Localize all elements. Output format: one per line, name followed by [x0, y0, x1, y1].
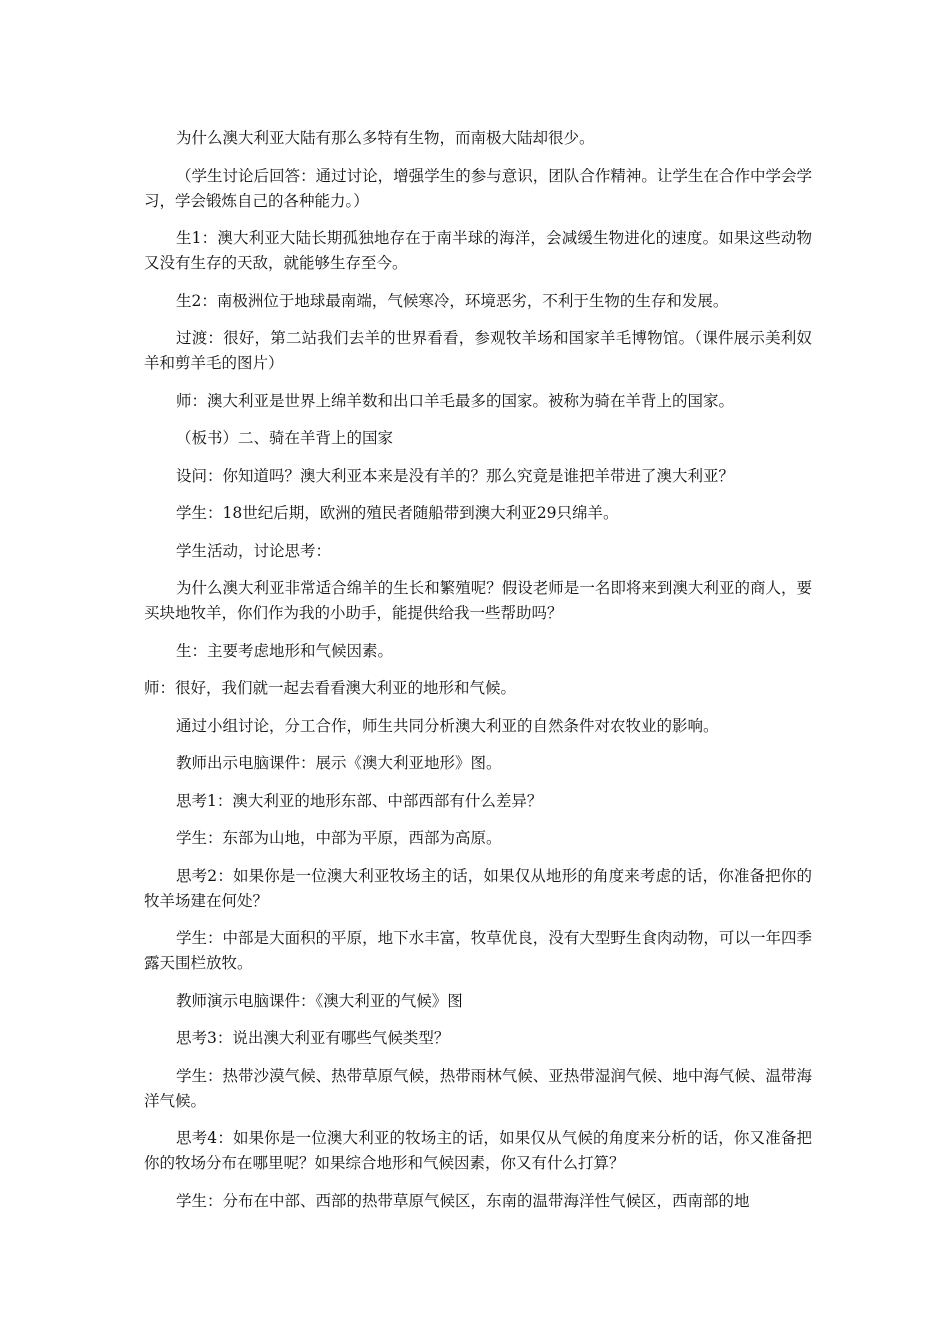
paragraph: 学生：东部为山地，中部为平原，西部为高原。 [176, 829, 502, 847]
paragraph: 通过小组讨论，分工合作，师生共同分析澳大利亚的自然条件对农牧业的影响。 [176, 716, 719, 735]
paragraph: 为什么澳大利亚非常适合绵羊的生长和繁殖呢？假设老师是一名即将来到澳大利亚的商人，要买块地牧羊，你们作为我的小助手，能提供给我一些帮助吗？ [144, 579, 812, 622]
paragraph: 学生：热带沙漠气候、热带草原气候，热带雨林气候、亚热带湿润气候、地中海气候、温带海洋气候。 [144, 1066, 812, 1110]
paragraph: 学生活动，讨论思考： [176, 541, 332, 560]
paragraph: 思考3：说出澳大利亚有哪些气候类型？ [176, 1029, 450, 1047]
paragraph: 设问：你知道吗？澳大利亚本来是没有羊的？那么究竟是谁把羊带进了澳大利亚？ [176, 466, 735, 485]
paragraph: 学生：18世纪后期，欧洲的殖民者随船带到澳大利亚29只绵羊。 [176, 504, 619, 522]
paragraph: 教师演示电脑课件：《澳大利亚的气候》图 [176, 991, 463, 1010]
paragraph: 生2：南极洲位于地球最南端，气候寒冷，环境恶劣，不利于生物的生存和发展。 [176, 291, 729, 310]
paragraph: 学生：分布在中部、西部的热带草原气候区，东南的温带海洋性气候区，西南部的地 [176, 1191, 750, 1210]
paragraph: 教师出示电脑课件：展示《澳大利亚地形》图。 [176, 754, 502, 772]
paragraph: 思考2：如果你是一位澳大利亚牧场主的话，如果仅从地形的角度来考虑的话，你准备把你的牧羊场建在何处？ [144, 866, 812, 910]
paragraph: 师：澳大利亚是世界上绵羊数和出口羊毛最多的国家。被称为骑在羊背上的国家。 [176, 391, 735, 410]
paragraph: 思考4：如果你是一位澳大利亚的牧场主的话，如果仅从气候的角度来分析的话，你又准备把你的牧场分布在哪里呢？如果综合地形和气候因素，你又有什么打算？ [144, 1129, 812, 1172]
paragraph: （学生讨论后回答：通过讨论，增强学生的参与意识，团队合作精神。让学生在合作中学会学习，学会锻炼自己的各种能力。） [144, 166, 812, 210]
paragraph: 过渡：很好，第二站我们去羊的世界看看，参观牧羊场和国家羊毛博物馆。（课件展示美利奴羊和剪羊毛的图片） [144, 329, 812, 372]
paragraph: 学生：中部是大面积的平原，地下水丰富，牧草优良，没有大型野生食肉动物，可以一年四季露天围栏放牧。 [144, 929, 812, 972]
paragraph: 生1：澳大利亚大陆长期孤独地存在于南半球的海洋，会减缓生物进化的速度。如果这些动物又没有生存的天敌，就能够生存至今。 [144, 229, 812, 272]
paragraph: 生：主要考虑地形和气候因素。 [176, 641, 394, 660]
paragraph: （板书）二、骑在羊背上的国家 [176, 429, 394, 447]
paragraph: 师：很好，我们就一起去看看澳大利亚的地形和气候。 [144, 679, 517, 697]
paragraph: 为什么澳大利亚大陆有那么多特有生物，而南极大陆却很少。 [176, 129, 595, 147]
paragraph: 思考1：澳大利亚的地形东部、中部西部有什么差异？ [176, 791, 543, 810]
